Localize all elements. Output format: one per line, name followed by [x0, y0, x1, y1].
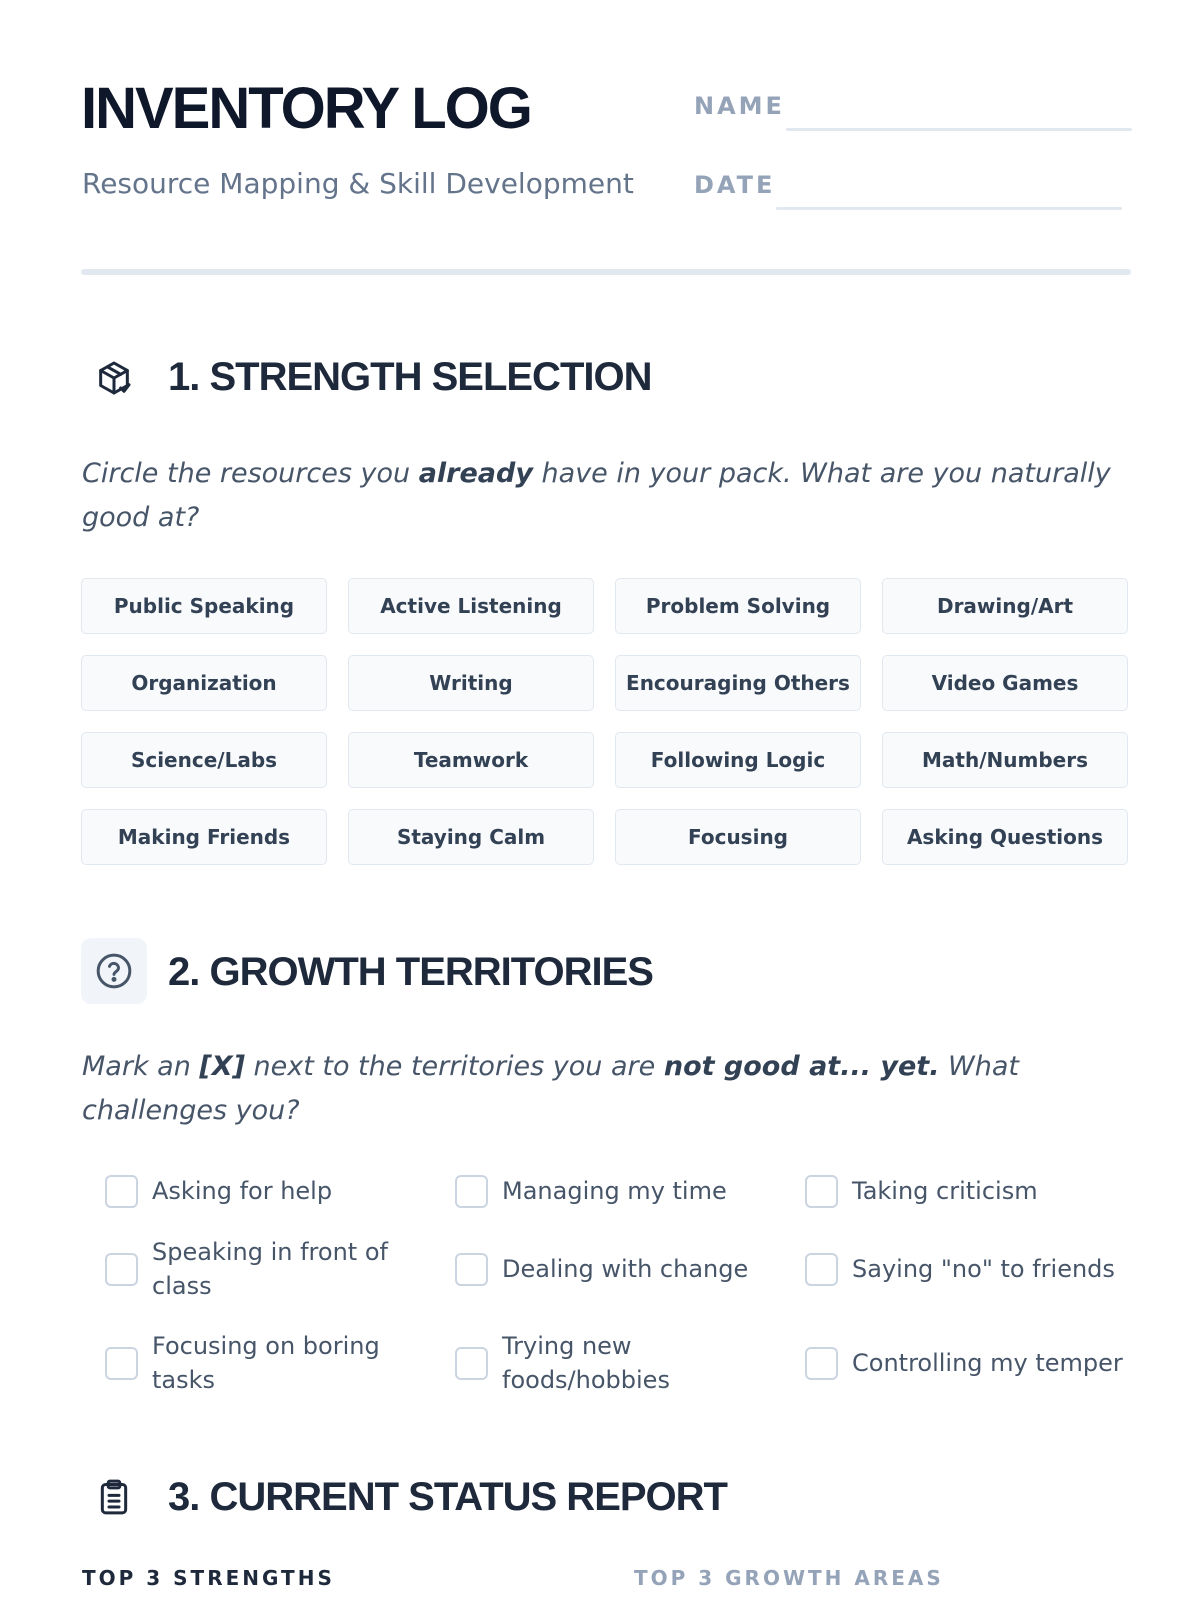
growth-item[interactable]: Managing my time: [455, 1160, 805, 1222]
strength-chip[interactable]: Teamwork: [348, 732, 594, 788]
strength-chip[interactable]: Science/Labs: [81, 732, 327, 788]
strength-chip[interactable]: Making Friends: [81, 809, 327, 865]
top-growth-areas-label: TOP 3 GROWTH AREAS: [634, 1566, 944, 1590]
growth-item[interactable]: Speaking in front of class: [105, 1222, 455, 1316]
strength-chip[interactable]: Video Games: [882, 655, 1128, 711]
strength-chip[interactable]: Public Speaking: [81, 578, 327, 634]
strength-chip[interactable]: Active Listening: [348, 578, 594, 634]
clipboard-icon: [81, 1464, 147, 1530]
strength-chip[interactable]: Focusing: [615, 809, 861, 865]
strength-chip[interactable]: Writing: [348, 655, 594, 711]
page-subtitle: Resource Mapping & Skill Development: [82, 167, 634, 200]
strength-chip[interactable]: Organization: [81, 655, 327, 711]
checkbox[interactable]: [105, 1347, 138, 1380]
checkbox[interactable]: [805, 1253, 838, 1286]
strength-chip[interactable]: Following Logic: [615, 732, 861, 788]
date-field[interactable]: [776, 207, 1122, 210]
strength-chip[interactable]: Staying Calm: [348, 809, 594, 865]
package-icon: [81, 345, 147, 411]
section-1-instruction: Circle the resources you already have in your pack. What are you naturally good at?: [82, 458, 1111, 533]
strength-chip[interactable]: Math/Numbers: [882, 732, 1128, 788]
checkbox[interactable]: [805, 1347, 838, 1380]
checkbox[interactable]: [805, 1175, 838, 1208]
growth-item[interactable]: Trying new foods/hobbies: [455, 1316, 805, 1410]
page-title: INVENTORY LOG: [81, 76, 531, 141]
strength-grid: [81, 578, 1131, 865]
strength-chip[interactable]: Encouraging Others: [615, 655, 861, 711]
growth-item[interactable]: Saying "no" to friends: [805, 1222, 1135, 1316]
strength-chip[interactable]: Drawing/Art: [882, 578, 1128, 634]
section-3-title: 3. CURRENT STATUS REPORT: [168, 1475, 727, 1519]
growth-checklist: [105, 1160, 1135, 1410]
header-divider: [81, 269, 1131, 275]
growth-item[interactable]: Dealing with change: [455, 1222, 805, 1316]
section-2-title: 2. GROWTH TERRITORIES: [168, 950, 653, 994]
growth-item[interactable]: Controlling my temper: [805, 1316, 1135, 1410]
checkbox[interactable]: [105, 1175, 138, 1208]
top-strengths-label: TOP 3 STRENGTHS: [82, 1566, 335, 1590]
growth-item[interactable]: Focusing on boring tasks: [105, 1316, 455, 1410]
date-label: DATE: [694, 171, 776, 199]
growth-item[interactable]: Taking criticism: [805, 1160, 1135, 1222]
checkbox[interactable]: [455, 1347, 488, 1380]
section-2-instruction: Mark an [X] next to the territories you are not good at... yet. What challenges you?: [82, 1051, 1019, 1126]
name-label: NAME: [694, 92, 785, 120]
checkbox[interactable]: [455, 1253, 488, 1286]
checkbox[interactable]: [105, 1253, 138, 1286]
name-field[interactable]: [786, 128, 1132, 131]
strength-chip[interactable]: Asking Questions: [882, 809, 1128, 865]
section-1-title: 1. STRENGTH SELECTION: [168, 355, 652, 399]
strength-chip[interactable]: Problem Solving: [615, 578, 861, 634]
help-circle-icon: [81, 938, 147, 1004]
checkbox[interactable]: [455, 1175, 488, 1208]
growth-item[interactable]: Asking for help: [105, 1160, 455, 1222]
